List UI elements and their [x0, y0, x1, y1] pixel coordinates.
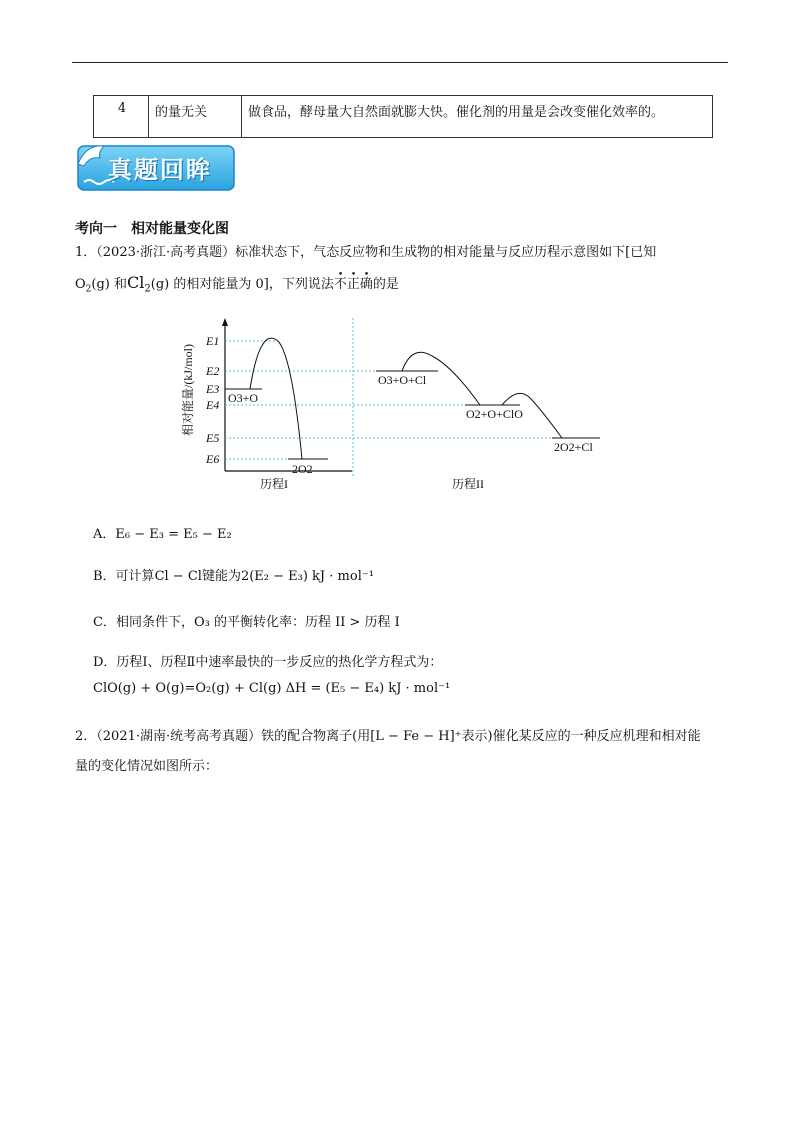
- option-b-mid: 键能为: [201, 569, 241, 584]
- q1-source: （2023·浙江·高考真题）: [96, 245, 236, 260]
- option-d-label: D．历程Ⅰ、历程Ⅱ中速率最快的一步反应的热化学方程式为：: [93, 655, 443, 670]
- option-b: [93, 568, 374, 586]
- level-e5: E5: [206, 431, 220, 445]
- level-e3: E3: [206, 382, 220, 396]
- option-d-equation: ClO(g) + O(g)=O₂(g) + Cl(g) ΔH = (E₅ − E₄) kJ · mol⁻¹: [93, 681, 451, 696]
- species-o2-o-clo: O2+O+ClO: [466, 407, 523, 421]
- energy-diagram: [180, 316, 600, 496]
- section-label: 考向一: [75, 221, 117, 237]
- cl2-sub: 2: [144, 283, 151, 295]
- species-o3-o: O3+O: [228, 391, 259, 405]
- banner-title: 真题回眸: [108, 156, 212, 184]
- option-d: [93, 654, 442, 672]
- option-c-label: C．相同条件下，: [93, 615, 194, 630]
- y-axis-arrow: [222, 318, 228, 326]
- species-o3-o-cl: O3+O+Cl: [378, 373, 427, 387]
- q2-line2: 量的变化情况如图所示：: [75, 759, 219, 774]
- option-b-label: B．可计算: [93, 569, 155, 584]
- q1-line1: [75, 244, 656, 262]
- path-2-label: 历程II: [452, 477, 484, 491]
- option-b-bond: Cl − Cl: [154, 569, 202, 584]
- q2-text-a: 铁的配合物离子(用: [261, 729, 371, 744]
- option-a: [93, 526, 232, 544]
- option-b-expr: 2(E₂ − E₃) kJ · mol⁻¹: [240, 569, 374, 584]
- level-e1: E1: [206, 334, 220, 348]
- header-rule: [72, 62, 728, 63]
- q1-number: 1．: [75, 245, 97, 260]
- q2-source: （2021·湖南·统考高考真题）: [96, 729, 262, 744]
- q2-number: 2．: [75, 729, 97, 744]
- o2-formula: O: [75, 277, 86, 292]
- q1-g1: (g) 和: [91, 277, 128, 292]
- table-cell-topic: 的量无关: [149, 96, 242, 138]
- q2-formula: [L − Fe − H]⁺: [370, 729, 462, 744]
- species-2o2: 2O2: [292, 462, 313, 476]
- o2-sub: 2: [85, 284, 92, 295]
- option-c-o3: O₃: [193, 615, 210, 630]
- level-e6: E6: [206, 452, 220, 466]
- q1-stem-b: 的相对能量为 0]，下列说法: [169, 277, 334, 292]
- q2-text-b: 表示)催化某反应的一种反应机理和相对能: [461, 729, 701, 744]
- cl2-formula: Cl: [127, 273, 145, 292]
- q1-stem-a: 标准状态下，气态反应物和生成物的相对能量与反应历程示意图如下[已知: [235, 245, 657, 260]
- q1-stem-c: 的是: [372, 277, 399, 292]
- table-row: [94, 96, 713, 138]
- q1-g2: (g): [150, 277, 170, 292]
- level-e2: E2: [206, 364, 220, 378]
- option-c: [93, 614, 400, 632]
- option-a-label: A．: [93, 527, 116, 542]
- section-title: 相对能量变化图: [131, 221, 229, 237]
- q2-line1: [75, 728, 701, 746]
- option-a-expr: E₆ − E₃ = E₅ − E₂: [115, 527, 232, 542]
- level-e4: E4: [206, 398, 220, 412]
- section-banner: [74, 142, 236, 192]
- q1-line2: [75, 274, 399, 299]
- option-c-text: 的平衡转化率：历程 II > 历程 I: [209, 615, 400, 630]
- table-cell-desc: 做食品，酵母量大自然面就膨大快。催化剂的用量是会改变催化效率的。: [242, 96, 713, 138]
- path-1-label: 历程I: [260, 477, 288, 491]
- y-axis-label: 相对能量/(kJ/mol): [181, 344, 195, 436]
- emphasis-char-3: 确: [359, 277, 373, 292]
- emphasis-char-2: 正: [346, 277, 360, 292]
- species-2o2-cl: 2O2+Cl: [554, 440, 593, 454]
- section-heading: [75, 218, 243, 238]
- table-cell-num: 4: [94, 96, 149, 138]
- emphasis-char-1: 不: [333, 277, 347, 292]
- continuation-table: [93, 95, 713, 138]
